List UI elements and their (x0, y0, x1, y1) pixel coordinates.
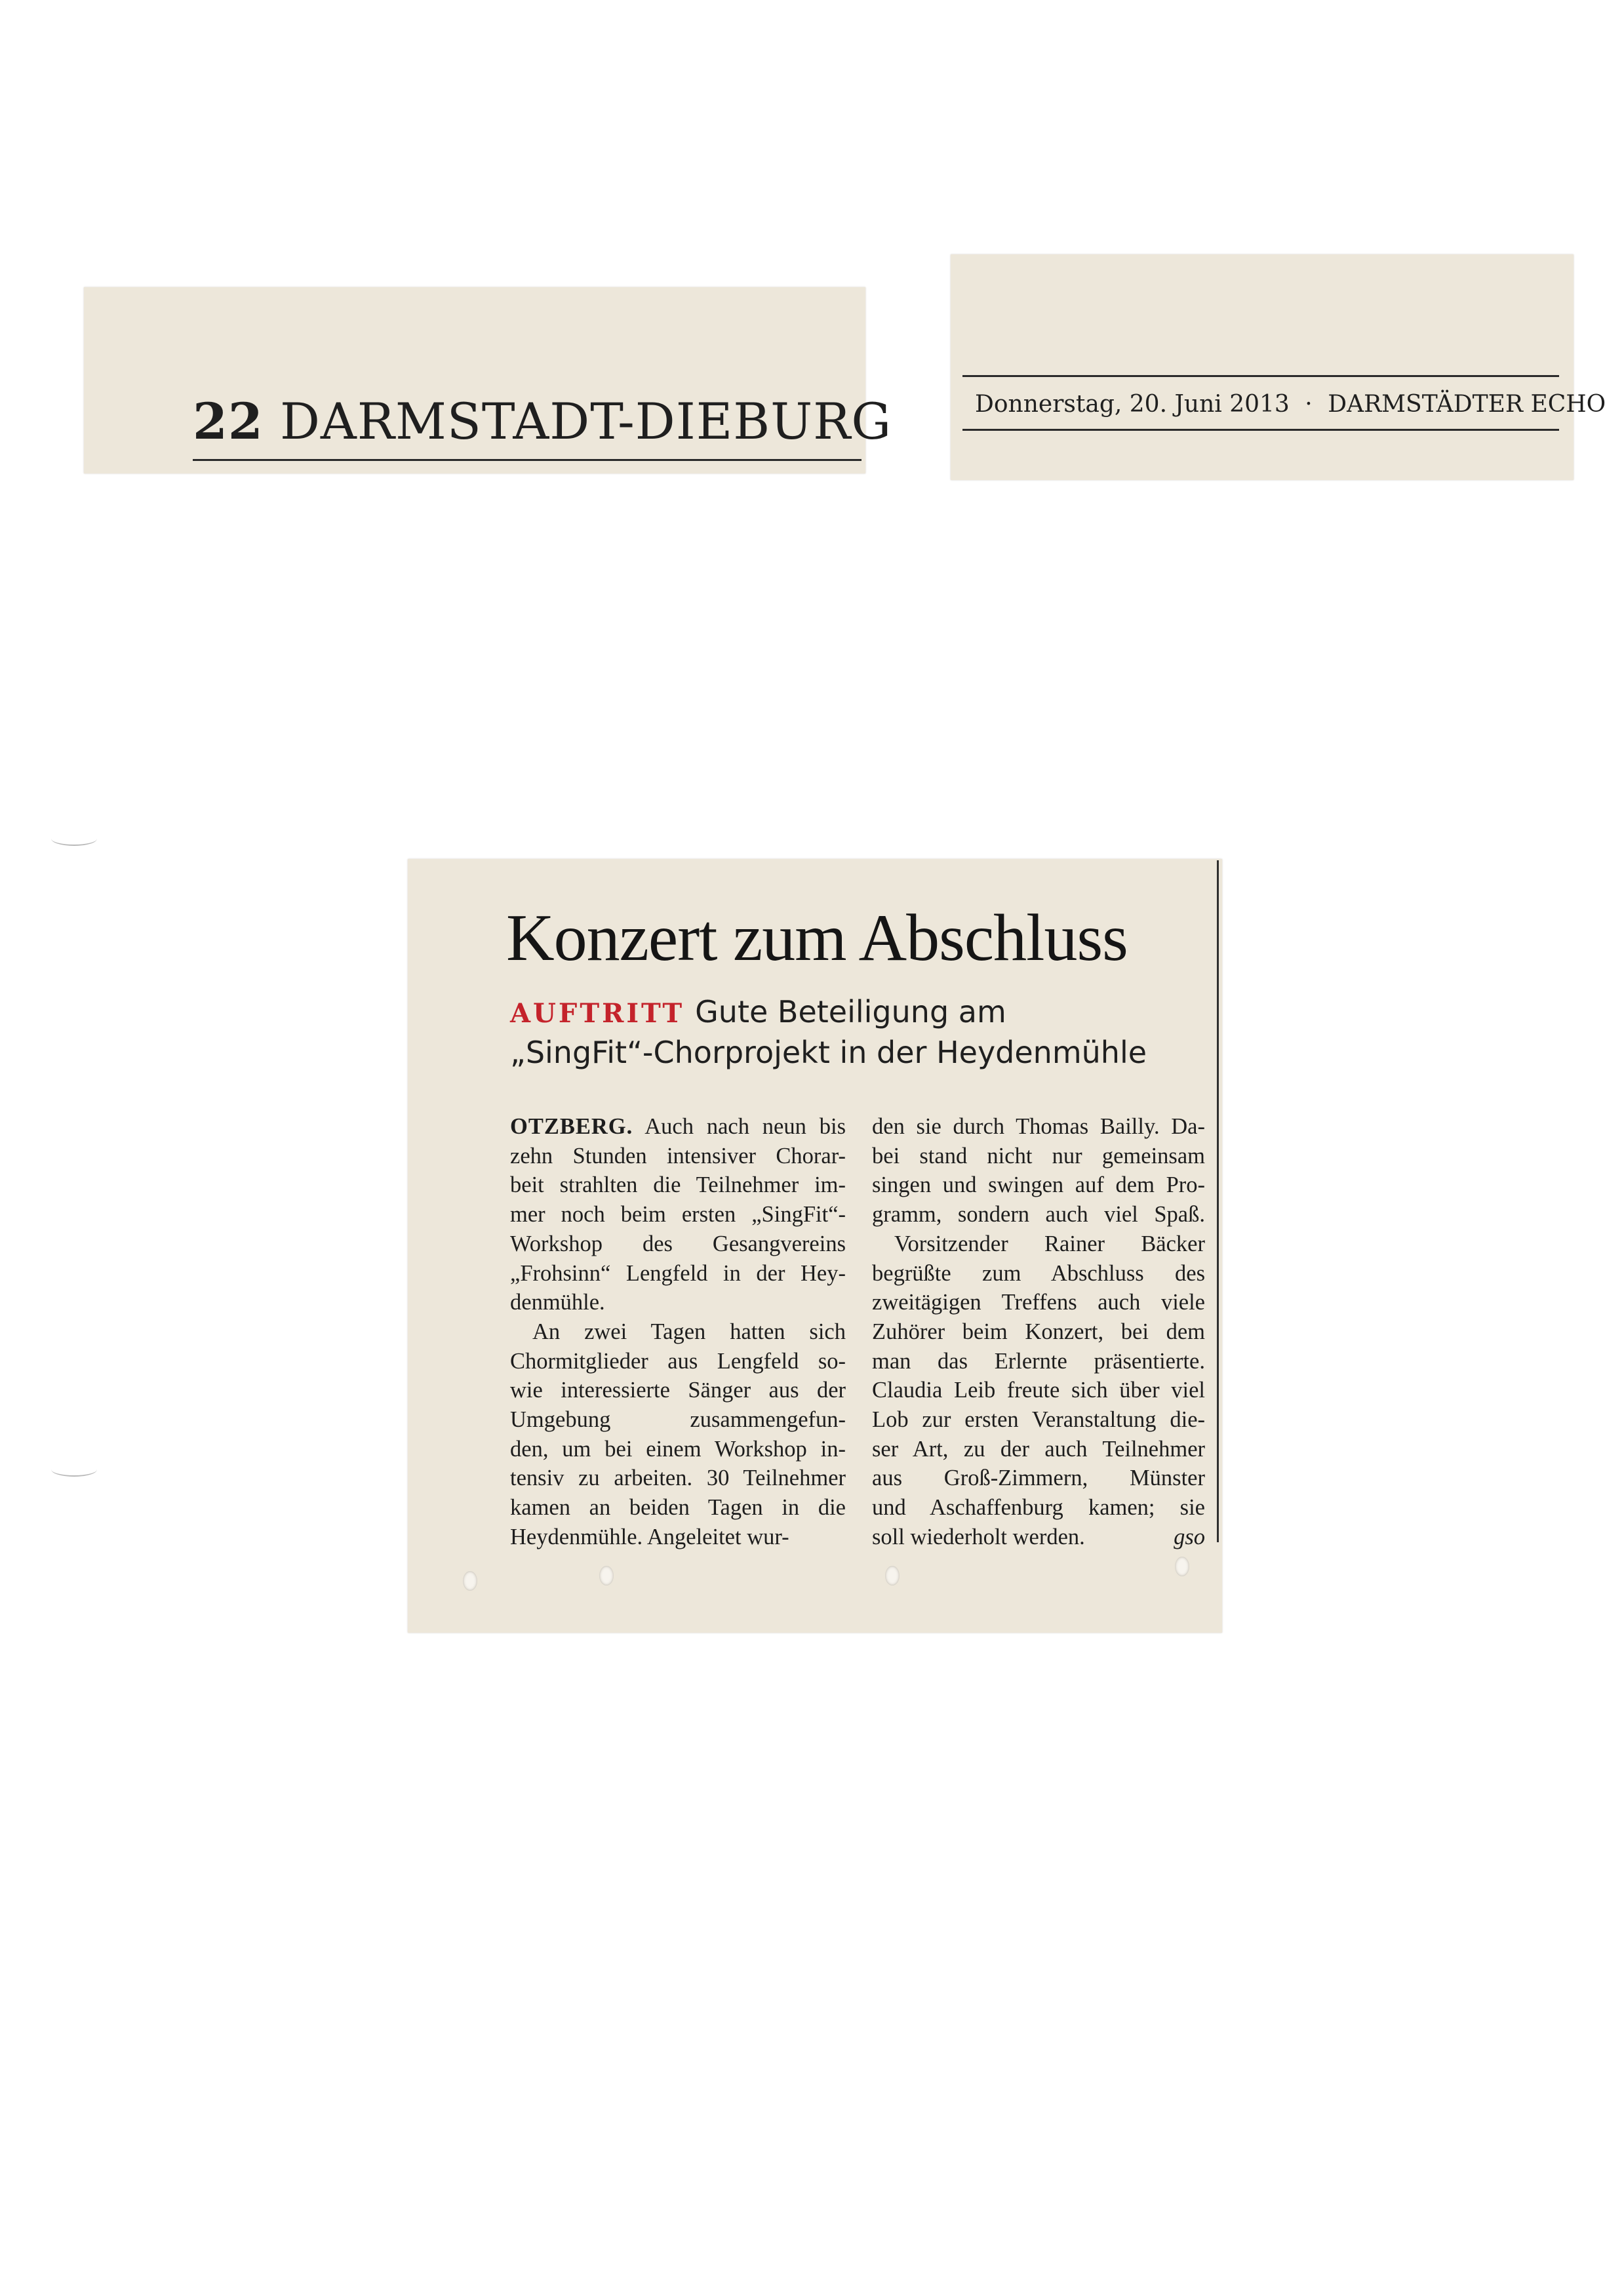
date-rule-bottom (962, 429, 1559, 431)
article-line: beit strahlten die Teilnehmer im- (510, 1172, 846, 1198)
article-text: soll wiederholt werden. (872, 1524, 1085, 1549)
article-line: Umgebung zusammengefun- (510, 1407, 846, 1433)
article-line: bei stand nicht nur gemeinsam (872, 1143, 1205, 1168)
article-line: tensiv zu arbeiten. 30 Teilnehmer (510, 1466, 846, 1491)
page-number: 22 (193, 392, 264, 450)
article-line: man das Erlernte präsentierte. (872, 1348, 1205, 1374)
binder-mark (51, 831, 97, 846)
article-kicker: AUFTRITT (510, 998, 685, 1029)
article-line: „Frohsinn“ Lengfeld in der Hey- (510, 1260, 846, 1286)
article-line: singen und swingen auf dem Pro- (872, 1172, 1205, 1198)
article-line: und Aschaffenburg kamen; sie (872, 1495, 1205, 1521)
article-line: Zuhörer beim Konzert, bei dem (872, 1319, 1205, 1344)
article-text: Auch nach neun bis (633, 1114, 846, 1139)
article-dateline: OTZBERG. (510, 1114, 633, 1139)
article-line (510, 1112, 846, 1142)
article-column-left (510, 1112, 846, 1552)
article-headline: Konzert zum Abschluss (506, 901, 1128, 975)
article-line: den sie durch Thomas Bailly. Da- (872, 1114, 1205, 1139)
article-line: Lob zur ersten Veranstaltung die- (872, 1407, 1205, 1433)
date-rule-top (962, 375, 1559, 377)
author-initials: gso (1174, 1524, 1205, 1549)
article-line: Vorsitzender Rainer Bäcker (894, 1231, 1205, 1256)
date-header-clipping (951, 254, 1574, 480)
article-line: aus Groß-Zimmern, Münster (872, 1466, 1205, 1491)
article-column-right (872, 1112, 1205, 1552)
article-column-rule (1217, 860, 1219, 1542)
article-subheadline-1: Gute Beteiligung am (695, 994, 1006, 1029)
section-rule (193, 459, 862, 461)
punch-hole (1175, 1557, 1189, 1576)
article-line: Workshop des Gesangvereins (510, 1231, 846, 1256)
punch-hole (599, 1566, 614, 1586)
article-line: denmühle. (510, 1290, 605, 1315)
article-line: den, um bei einem Workshop in- (510, 1436, 846, 1462)
section-name: DARMSTADT-DIEBURG (279, 392, 892, 450)
article-line: Claudia Leib freute sich über viel (872, 1378, 1205, 1403)
article-line: Heydenmühle. Angeleitet wur- (510, 1524, 789, 1549)
separator-dot: · (1305, 391, 1313, 418)
article-line: kamen an beiden Tagen in die (510, 1495, 846, 1521)
article-line: mer noch beim ersten „SingFit“- (510, 1202, 846, 1227)
article-line: gramm, sondern auch viel Spaß. (872, 1202, 1205, 1227)
article-line: zehn Stunden intensiver Chorar- (510, 1143, 846, 1168)
article-line (872, 1523, 1205, 1552)
article-kicker-line (510, 994, 1006, 1029)
binder-mark (51, 1462, 97, 1477)
article-line: zweitägigen Treffens auch viele (872, 1290, 1205, 1315)
article-line: ser Art, zu der auch Teilnehmer (872, 1436, 1205, 1462)
punch-hole (463, 1571, 477, 1591)
issue-date: Donnerstag, 20. Juni 2013 (975, 391, 1290, 418)
punch-hole (885, 1566, 900, 1586)
newspaper-name: DARMSTÄDTER ECHO (1328, 391, 1606, 418)
article-line: wie interessierte Sänger aus der (510, 1378, 846, 1403)
date-line (975, 391, 1606, 418)
article-subheadline-2: „SingFit“-Chorprojekt in der Heydenmühle (510, 1035, 1147, 1070)
article-line: begrüßte zum Abschluss des (872, 1260, 1205, 1286)
article-line: An zwei Tagen hatten sich (532, 1319, 846, 1344)
article-line: Chormitglieder aus Lengfeld so- (510, 1348, 846, 1374)
page-section-heading (193, 392, 892, 450)
